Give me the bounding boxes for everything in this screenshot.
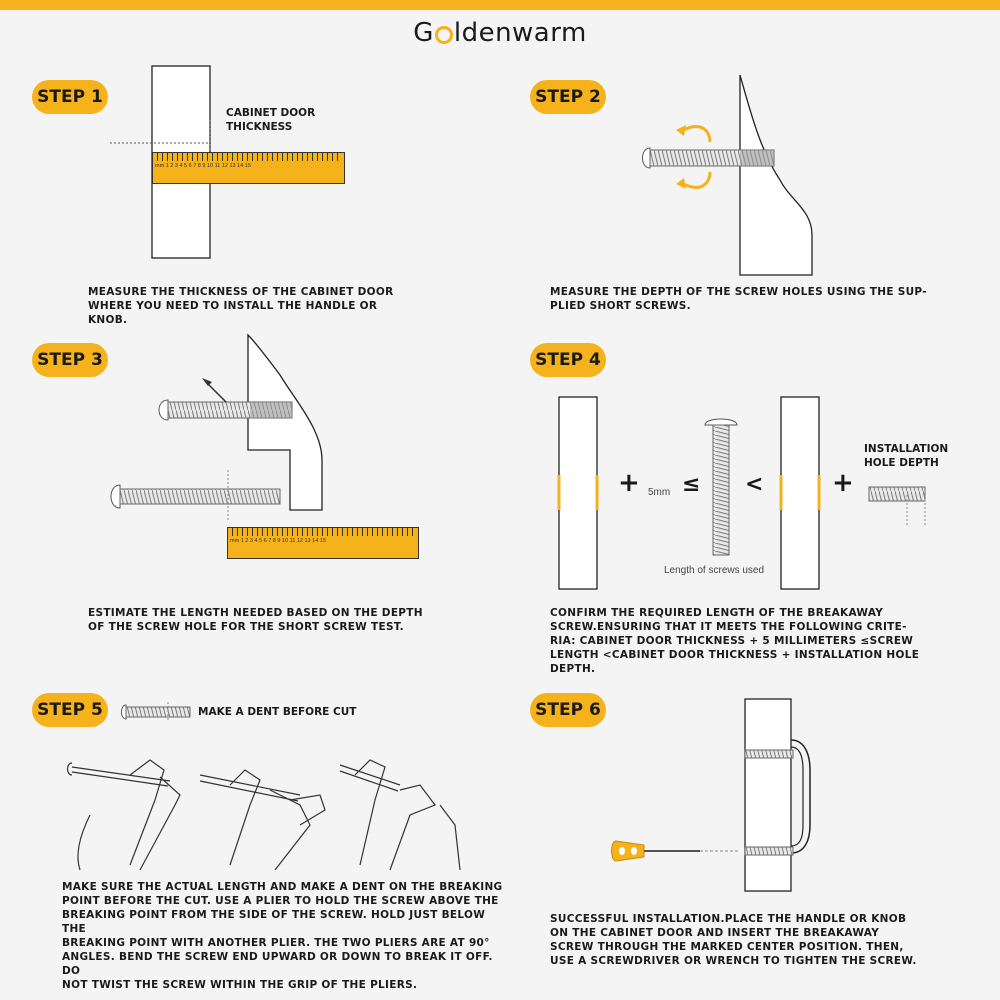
plus-sign-2: + <box>832 468 854 498</box>
step-5-description: MAKE SURE THE ACTUAL LENGTH AND MAKE A DENT ON THE BREAKING POINT BEFORE THE CUT. USE A PLIER TO HOLD THE SCREW ABOVE THE BREAKING POINT FROM THE SIDE OF THE SCREW. HOLD JUST BELOW THE BREAKING POINT WITH ANOTHER PLIER. THE TWO PLIERS ARE AT 90° ANGLES. BEND THE SCREW END UPWARD OR DOWN TO BREAK IT OFF. DO NOT TWIST THE SCREW WITHIN THE GRIP OF THE PLIERS. <box>62 881 503 991</box>
step-3-badge: STEP 3 <box>32 343 108 377</box>
measuring-ruler-2: mm 1 2 3 4 5 6 7 8 9 10 11 12 13 14 15 <box>227 527 419 559</box>
top-accent-bar <box>0 0 1000 10</box>
step-6-badge: STEP 6 <box>530 693 606 727</box>
step-4-badge: STEP 4 <box>530 343 606 377</box>
handle-with-screw-illustration <box>630 70 830 280</box>
step-2-description: MEASURE THE DEPTH OF THE SCREW HOLES USING THE SUP- PLIED SHORT SCREWS. <box>550 286 927 312</box>
installation-hole-depth-label: INSTALLATION HOLE DEPTH <box>864 443 949 469</box>
screw-length-caption: Length of screws used <box>664 565 765 576</box>
step-4-description: CONFIRM THE REQUIRED LENGTH OF THE BREAKAWAY SCREW.ENSURING THAT IT MEETS THE FOLLOWING CRITE- RIA: CABINET DOOR THICKNESS + 5 MILLIMETERS ≤SCREW LENGTH <CABINET DOOR THICKNESS + INSTALLATION HOLE DEPTH. <box>550 607 920 675</box>
step-6-description: SUCCESSFUL INSTALLATION.PLACE THE HANDLE OR KNOB ON THE CABINET DOOR AND INSERT THE BREAKAWAY SCREW THROUGH THE MARKED CENTER POSITION. THEN, USE A SCREWDRIVER OR WRENCH TO TIGHTEN THE SCREW. <box>550 913 917 967</box>
step-5-badge: STEP 5 <box>32 693 108 727</box>
installed-handle-illustration <box>600 695 820 895</box>
cabinet-door-thickness-label: CABINET DOOR THICKNESS <box>226 107 316 133</box>
step-3-description: ESTIMATE THE LENGTH NEEDED BASED ON THE DEPTH OF THE SCREW HOLE FOR THE SHORT SCREW TEST. <box>88 607 423 633</box>
dented-screw-icon <box>118 702 198 722</box>
measuring-ruler: mm 1 2 3 4 5 6 7 8 9 10 11 12 13 14 15 <box>152 152 345 184</box>
step-2-badge: STEP 2 <box>530 80 606 114</box>
plus-sign-1: + <box>618 468 640 498</box>
less-than-sign: < <box>745 472 764 497</box>
brand-logo: G ldenwarm <box>413 18 587 48</box>
step-1-description: MEASURE THE THICKNESS OF THE CABINET DOOR WHERE YOU NEED TO INSTALL THE HANDLE OR KNOB. <box>88 286 394 326</box>
five-mm-label: 5mm <box>648 487 671 498</box>
less-equal-sign: ≤ <box>682 472 701 497</box>
dent-before-cut-label: MAKE A DENT BEFORE CUT <box>198 706 357 718</box>
step-1-badge: STEP 1 <box>32 80 108 114</box>
pliers-illustration <box>60 745 480 875</box>
